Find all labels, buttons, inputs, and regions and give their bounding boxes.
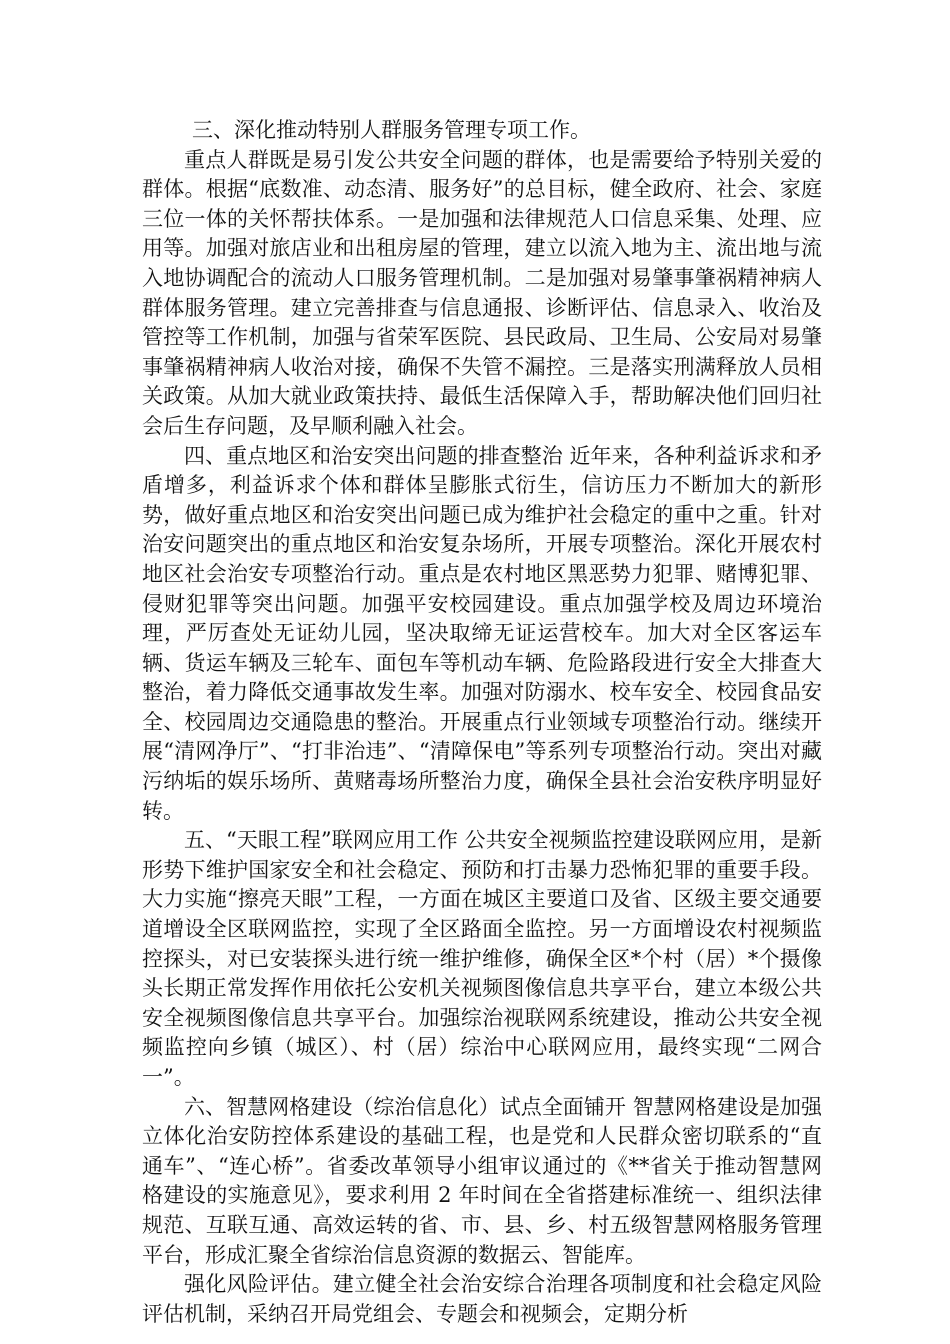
paragraph-risk-assessment: 强化风险评估。建立健全社会治安综合治理各项制度和社会稳定风险评估机制，采纳召开局党组会、专题会和视频会，定期分析 [142,1272,822,1326]
section-heading-three: 三、深化推动特别人群服务管理专项工作。 [192,118,591,142]
paragraph-key-populations: 重点人群既是易引发公共安全问题的群体，也是需要给予特别关爱的群体。根据“底数准、动态清、服务好”的总目标，健全政府、社会、家庭三位一体的关怀帮扶体系。一是加强和法律规范人口信息采集、处理、应用等。加强对旅店业和出租房屋的管理，建立以流入地为主、流出地与流入地协调配合的流动人口服务管理机制。二是加强对易肇事肇祸精神病人群体服务管理。建立完善排查与信息通报、诊断评估、信息录入、收治及管控等工作机制，加强与省荣军医院、县民政局、卫生局、公安局对易肇事肇祸精神病人收治对接，确保不失管不漏控。三是落实刑满释放人员相关政策。从加大就业政策扶持、最低生活保障入手，帮助解决他们回归社会后生存问题，及早顺利融入社会。 [142,147,822,438]
paragraph-sky-eye-project: 五、“天眼工程”联网应用工作 公共安全视频监控建设联网应用，是新形势下维护国家安全和社会稳定、预防和打击暴力恐怖犯罪的重要手段。大力实施“擦亮天眼”工程，一方面在城区主要道口及省、区级主要交通要道增设全区联网监控，实现了全区路面全监控。另一方面增设农村视频监控探头，对已安装探头进行统一维护维修，确保全区*个村（居）*个摄像头长期正常发挥作用依托公安机关视频图像信息共享平台，建立本级公共安全视频图像信息共享平台。加强综治视联网系统建设，推动公共安全视频监控向乡镇（城区）、村（居）综治中心联网应用，最终实现“二网合一”。 [142,828,822,1089]
document-body [142,116,822,1329]
paragraph-key-areas-rectification: 四、重点地区和治安突出问题的排查整治 近年来，各种利益诉求和矛盾增多，利益诉求个体和群体呈膨胀式衍生，信访压力不断加大的新形势，做好重点地区和治安突出问题已成为维护社会稳定的重中之重。针对治安问题突出的重点地区和治安复杂场所，开展专项整治。深化开展农村地区社会治安专项整治行动。重点是农村地区黑恶势力犯罪、赌博犯罪、侵财犯罪等突出问题。加强平安校园建设。重点加强学校及周边环境治理，严厉查处无证幼儿园，坚决取缔无证运营校车。加大对全区客运车辆、货运车辆及三轮车、面包车等机动车辆、危险路段进行安全大排查大整治，着力降低交通事故发生率。加强对防溺水、校车安全、校园食品安全、校园周边交通隐患的整治。开展重点行业领域专项整治行动。继续开展“清网净厅”、“打非治违”、“清障保电”等系列专项整治行动。突出对藏污纳垢的娱乐场所、黄赌毒场所整治力度，确保全县社会治安秩序明显好转。 [142,443,822,823]
paragraph-smart-grid: 六、智慧网格建设（综治信息化）试点全面铺开 智慧网格建设是加强立体化治安防控体系建设的基础工程，也是党和人民群众密切联系的“直通车”、“连心桥”。省委改革领导小组审议通过的《**省关于推动智慧网格建设的实施意见》，要求利用 2 年时间在全省搭建标准统一、组织法律规范、互联互通、高效运转的省、市、县、乡、村五级智慧网格服务管理平台，形成汇聚全省综治信息资源的数据云、智能库。 [142,1094,822,1267]
